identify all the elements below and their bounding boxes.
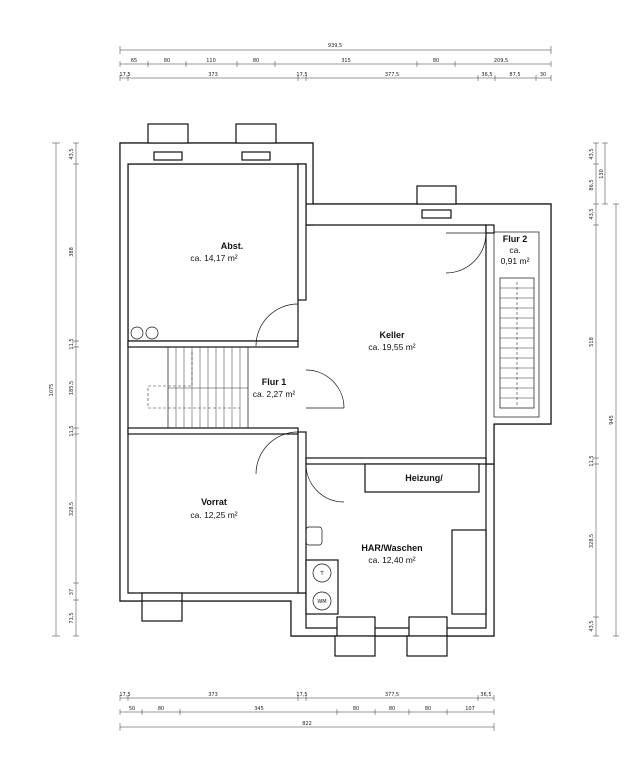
bottom-row1-dim-1: 17,5 <box>119 692 131 698</box>
right-dim-1: 43,5 <box>589 148 595 160</box>
right-dim-5: 11,5 <box>589 455 595 467</box>
top-row1-dim-6: 80 <box>432 58 440 64</box>
bottom-row2-dim-7: 107 <box>465 706 475 712</box>
room-har-area: ca. 12,40 m² <box>368 555 416 565</box>
bottom-row2-dim-6: 80 <box>424 706 432 712</box>
bottom-row2-dim-4: 80 <box>352 706 360 712</box>
top-dimensions <box>119 43 551 81</box>
top-row2-dim-6: 87,5 <box>509 72 521 78</box>
top-row2-dim-2: 373 <box>208 72 218 78</box>
right-dim-4: 518 <box>589 337 595 347</box>
right-dim-inner: 130 <box>599 169 605 179</box>
left-dimensions <box>49 143 79 636</box>
top-row1-dim-1: 65 <box>130 58 138 64</box>
left-dim-3: 11,5 <box>69 338 75 350</box>
right-dim-2: 86,5 <box>589 179 595 191</box>
bottom-row1-dim-3: 17,5 <box>296 692 308 698</box>
left-dim-1: 43,5 <box>69 148 75 160</box>
top-row1-dim-5: 315 <box>341 58 351 64</box>
room-abst-area: ca. 14,17 m² <box>190 253 238 263</box>
right-dim-3: 43,5 <box>589 208 595 220</box>
room-flur1-name: Flur 1 <box>261 377 287 387</box>
top-row1-dim-7: 209,5 <box>493 58 509 64</box>
top-row1-dim-2: 80 <box>163 58 171 64</box>
room-vorrat-name: Vorrat <box>201 497 227 507</box>
top-row2-dim-1: 17,5 <box>119 72 131 78</box>
right-dim-7: 43,5 <box>589 620 595 632</box>
left-overall-dim: 1075 <box>49 383 55 397</box>
room-flur2-area-prefix: ca. <box>509 245 521 255</box>
room-heizung-name: Heizung/ <box>405 473 443 483</box>
top-row1-dim-4: 80 <box>252 58 260 64</box>
left-dim-7: 37 <box>69 588 75 596</box>
top-row1-dim-3: 110 <box>206 58 216 64</box>
room-keller-name: Keller <box>379 330 405 340</box>
room-flur1-area: ca. 2,27 m² <box>252 389 296 399</box>
left-dim-4: 185,5 <box>69 380 75 396</box>
bottom-row2-dim-5: 80 <box>388 706 396 712</box>
bottom-row2-dim-1: 50 <box>128 706 136 712</box>
room-abst-name: Abst. <box>220 241 244 251</box>
dryer-icon: T <box>320 571 324 577</box>
left-dim-8: 71,5 <box>69 612 75 624</box>
bottom-row1-dim-4: 377,5 <box>384 692 400 698</box>
top-row2-dim-5: 36,5 <box>481 72 493 78</box>
bottom-dimensions <box>119 692 494 731</box>
top-overall-dim: 939,5 <box>327 43 343 49</box>
room-flur2-area: 0,91 m² <box>500 256 530 266</box>
room-vorrat-area: ca. 12,25 m² <box>190 510 238 520</box>
top-row2-dim-4: 377,5 <box>384 72 400 78</box>
room-har-name: HAR/Waschen <box>361 543 423 553</box>
left-dim-5: 11,5 <box>69 425 75 437</box>
bottom-row1-dim-5: 36,5 <box>480 692 492 698</box>
walls <box>120 143 551 636</box>
top-row2-dim-7: 30 <box>539 72 547 78</box>
left-dim-6: 328,5 <box>69 501 75 517</box>
right-dim-6: 328,5 <box>589 533 595 549</box>
room-keller-area: ca. 19,55 m² <box>368 342 416 352</box>
bottom-row1-dim-2: 373 <box>208 692 218 698</box>
right-dimensions <box>589 143 619 636</box>
left-dim-2: 388 <box>69 247 75 257</box>
right-overall-dim: 945 <box>609 415 615 425</box>
washing-machine-icon: WM <box>317 599 327 605</box>
room-flur2-name: Flur 2 <box>502 234 528 244</box>
bottom-row2-dim-2: 80 <box>157 706 165 712</box>
bottom-row2-dim-3: 345 <box>254 706 264 712</box>
bottom-overall-dim: 822 <box>302 721 312 727</box>
top-row2-dim-3: 17,5 <box>296 72 308 78</box>
